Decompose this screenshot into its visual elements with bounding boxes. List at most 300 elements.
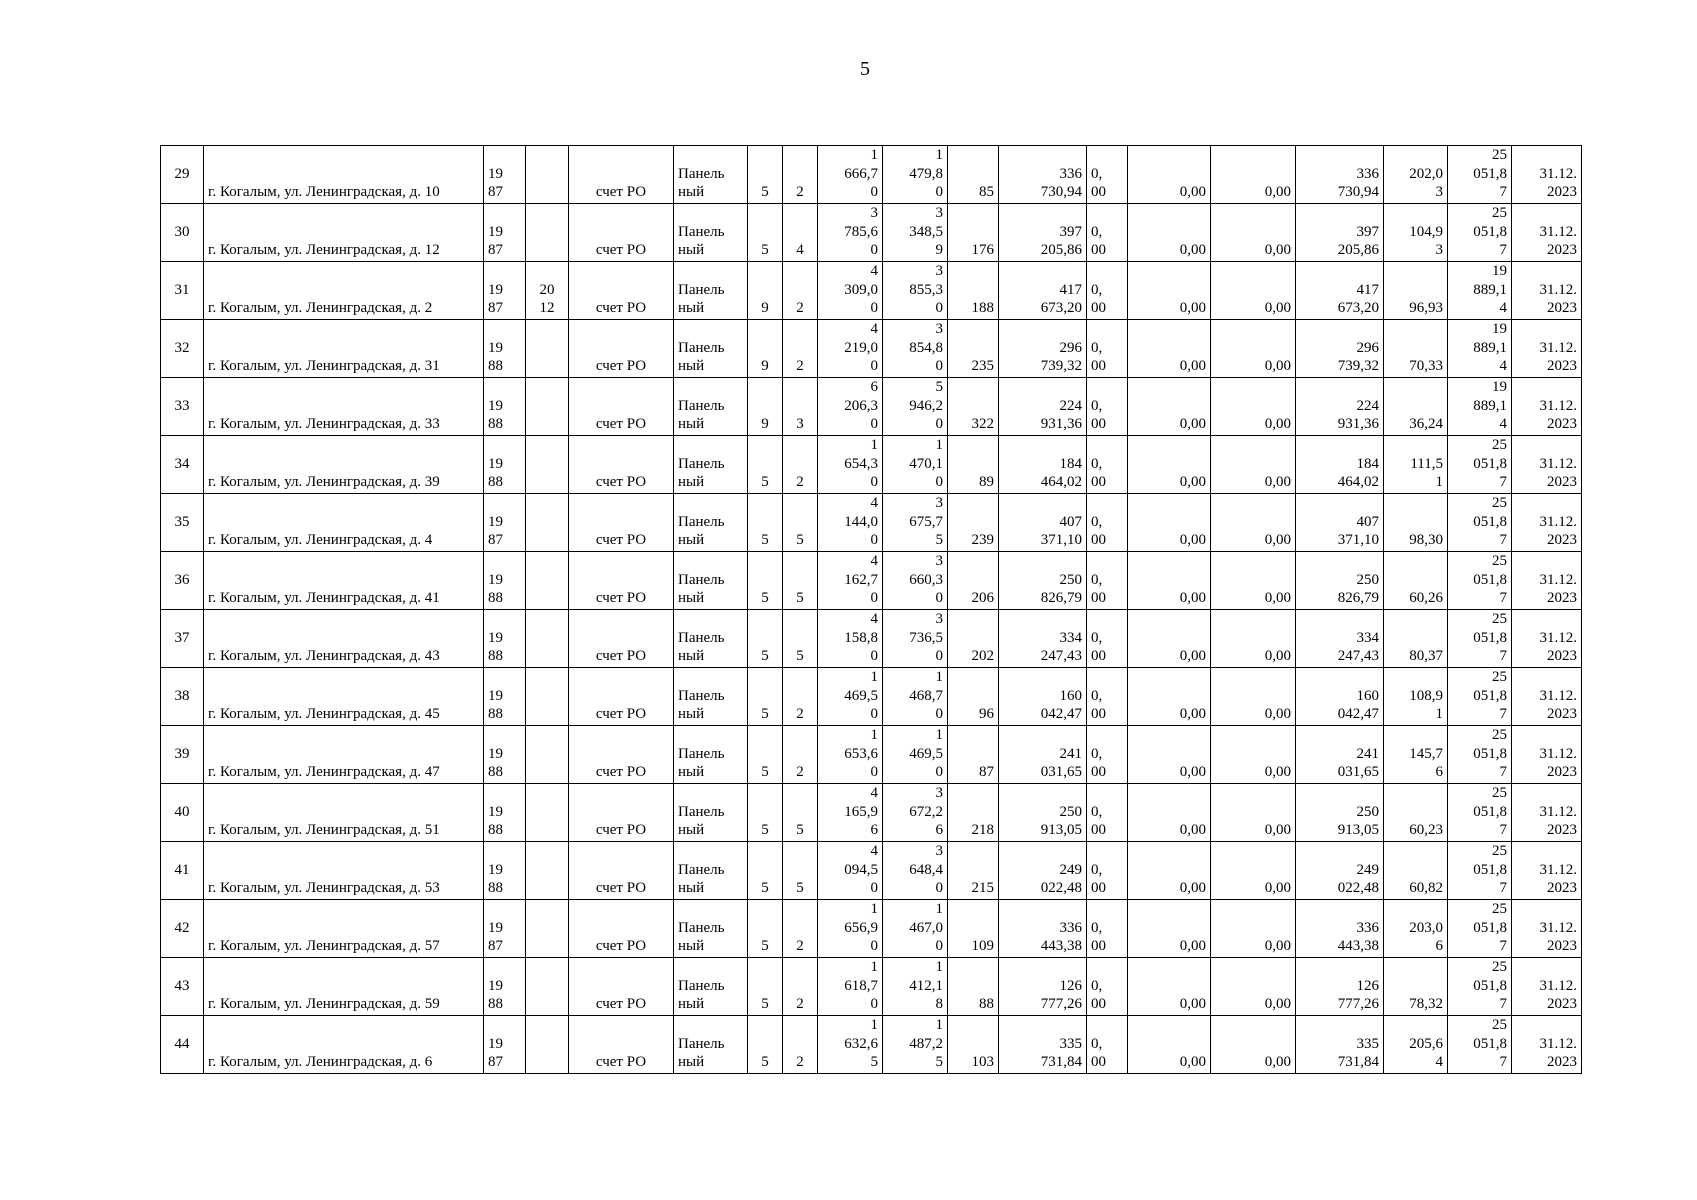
cost-budget-local-cell: 0,00	[1211, 320, 1296, 378]
year-built-cell: 19 88	[484, 436, 526, 494]
year-commissioned-cell	[526, 668, 569, 726]
total-area-cell: 4 144,0 0	[818, 494, 883, 552]
deadline-cell: 31.12. 2023	[1512, 204, 1582, 262]
cost-budget-regional-cell: 0,00	[1128, 842, 1211, 900]
cost-limit-cell: 25 051,8 7	[1448, 668, 1512, 726]
address-cell: г. Когалым, ул. Ленинградская, д. 33	[204, 378, 484, 436]
row-number-cell: 41	[161, 842, 204, 900]
living-area-cell: 3 648,4 0	[883, 842, 948, 900]
deadline-cell: 31.12. 2023	[1512, 1016, 1582, 1074]
cost-budget-regional-cell: 0,00	[1128, 494, 1211, 552]
total-area-cell: 6 206,3 0	[818, 378, 883, 436]
specific-cost-cell: 60,82	[1384, 842, 1448, 900]
row-number-cell: 38	[161, 668, 204, 726]
cost-limit-cell: 19 889,1 4	[1448, 378, 1512, 436]
cost-budget-regional-cell: 0,00	[1128, 900, 1211, 958]
specific-cost-cell: 80,37	[1384, 610, 1448, 668]
cost-limit-cell: 25 051,8 7	[1448, 436, 1512, 494]
floors-cell: 5	[748, 610, 783, 668]
cost-owners-cell: 224 931,36	[1296, 378, 1384, 436]
residents-cell: 206	[948, 552, 999, 610]
year-commissioned-cell	[526, 900, 569, 958]
specific-cost-cell: 108,9 1	[1384, 668, 1448, 726]
residents-cell: 235	[948, 320, 999, 378]
cost-owners-cell: 126 777,26	[1296, 958, 1384, 1016]
wall-material-cell: Панель ный	[674, 320, 748, 378]
deadline-cell: 31.12. 2023	[1512, 900, 1582, 958]
entrances-cell: 5	[783, 610, 818, 668]
deadline-cell: 31.12. 2023	[1512, 842, 1582, 900]
wall-material-cell: Панель ный	[674, 262, 748, 320]
table-row	[161, 204, 1582, 262]
wall-material-cell: Панель ный	[674, 784, 748, 842]
table-row	[161, 1016, 1582, 1074]
residents-cell: 87	[948, 726, 999, 784]
cost-limit-cell: 25 051,8 7	[1448, 552, 1512, 610]
total-area-cell: 1 654,3 0	[818, 436, 883, 494]
deadline-cell: 31.12. 2023	[1512, 668, 1582, 726]
table-row	[161, 262, 1582, 320]
living-area-cell: 1 479,8 0	[883, 146, 948, 204]
row-number-cell: 33	[161, 378, 204, 436]
cost-owners-cell: 397 205,86	[1296, 204, 1384, 262]
total-cost-cell: 397 205,86	[999, 204, 1087, 262]
year-commissioned-cell	[526, 146, 569, 204]
row-number-cell: 29	[161, 146, 204, 204]
entrances-cell: 2	[783, 436, 818, 494]
cost-budget-local-cell: 0,00	[1211, 436, 1296, 494]
total-cost-cell: 184 464,02	[999, 436, 1087, 494]
cost-limit-cell: 25 051,8 7	[1448, 726, 1512, 784]
floors-cell: 5	[748, 668, 783, 726]
table-row	[161, 436, 1582, 494]
cost-fund-cell: 0, 00	[1087, 204, 1128, 262]
total-area-cell: 1 656,9 0	[818, 900, 883, 958]
entrances-cell: 2	[783, 1016, 818, 1074]
total-cost-cell: 250 826,79	[999, 552, 1087, 610]
entrances-cell: 4	[783, 204, 818, 262]
address-cell: г. Когалым, ул. Ленинградская, д. 57	[204, 900, 484, 958]
floors-cell: 9	[748, 320, 783, 378]
specific-cost-cell: 78,32	[1384, 958, 1448, 1016]
total-area-cell: 1 653,6 0	[818, 726, 883, 784]
cost-limit-cell: 19 889,1 4	[1448, 262, 1512, 320]
total-area-cell: 1 618,7 0	[818, 958, 883, 1016]
cost-budget-regional-cell: 0,00	[1128, 610, 1211, 668]
residents-cell: 239	[948, 494, 999, 552]
cost-limit-cell: 25 051,8 7	[1448, 494, 1512, 552]
cost-budget-regional-cell: 0,00	[1128, 668, 1211, 726]
cost-fund-cell: 0, 00	[1087, 320, 1128, 378]
address-cell: г. Когалым, ул. Ленинградская, д. 2	[204, 262, 484, 320]
living-area-cell: 1 487,2 5	[883, 1016, 948, 1074]
address-cell: г. Когалым, ул. Ленинградская, д. 12	[204, 204, 484, 262]
specific-cost-cell: 145,7 6	[1384, 726, 1448, 784]
entrances-cell: 2	[783, 262, 818, 320]
table-row	[161, 320, 1582, 378]
floors-cell: 5	[748, 552, 783, 610]
specific-cost-cell: 60,26	[1384, 552, 1448, 610]
deadline-cell: 31.12. 2023	[1512, 552, 1582, 610]
specific-cost-cell: 70,33	[1384, 320, 1448, 378]
total-cost-cell: 334 247,43	[999, 610, 1087, 668]
cost-budget-regional-cell: 0,00	[1128, 958, 1211, 1016]
page-number: 5	[860, 58, 870, 80]
funding-source-cell: счет РО	[569, 610, 674, 668]
specific-cost-cell: 36,24	[1384, 378, 1448, 436]
cost-limit-cell: 19 889,1 4	[1448, 320, 1512, 378]
year-commissioned-cell	[526, 726, 569, 784]
residents-cell: 88	[948, 958, 999, 1016]
cost-fund-cell: 0, 00	[1087, 610, 1128, 668]
funding-source-cell: счет РО	[569, 842, 674, 900]
address-cell: г. Когалым, ул. Ленинградская, д. 59	[204, 958, 484, 1016]
entrances-cell: 2	[783, 146, 818, 204]
year-built-cell: 19 88	[484, 726, 526, 784]
specific-cost-cell: 104,9 3	[1384, 204, 1448, 262]
residents-cell: 188	[948, 262, 999, 320]
row-number-cell: 39	[161, 726, 204, 784]
total-area-cell: 4 219,0 0	[818, 320, 883, 378]
entrances-cell: 2	[783, 958, 818, 1016]
cost-limit-cell: 25 051,8 7	[1448, 958, 1512, 1016]
address-cell: г. Когалым, ул. Ленинградская, д. 39	[204, 436, 484, 494]
total-cost-cell: 296 739,32	[999, 320, 1087, 378]
wall-material-cell: Панель ный	[674, 146, 748, 204]
address-cell: г. Когалым, ул. Ленинградская, д. 4	[204, 494, 484, 552]
cost-budget-local-cell: 0,00	[1211, 668, 1296, 726]
total-area-cell: 1 469,5 0	[818, 668, 883, 726]
total-cost-cell: 336 730,94	[999, 146, 1087, 204]
cost-fund-cell: 0, 00	[1087, 552, 1128, 610]
living-area-cell: 3 675,7 5	[883, 494, 948, 552]
total-area-cell: 3 785,6 0	[818, 204, 883, 262]
row-number-cell: 34	[161, 436, 204, 494]
floors-cell: 5	[748, 784, 783, 842]
address-cell: г. Когалым, ул. Ленинградская, д. 51	[204, 784, 484, 842]
entrances-cell: 2	[783, 320, 818, 378]
year-built-cell: 19 87	[484, 204, 526, 262]
cost-limit-cell: 25 051,8 7	[1448, 204, 1512, 262]
cost-budget-regional-cell: 0,00	[1128, 378, 1211, 436]
row-number-cell: 31	[161, 262, 204, 320]
table-row	[161, 726, 1582, 784]
cost-fund-cell: 0, 00	[1087, 1016, 1128, 1074]
cost-budget-regional-cell: 0,00	[1128, 146, 1211, 204]
wall-material-cell: Панель ный	[674, 204, 748, 262]
cost-limit-cell: 25 051,8 7	[1448, 610, 1512, 668]
row-number-cell: 40	[161, 784, 204, 842]
total-cost-cell: 250 913,05	[999, 784, 1087, 842]
year-built-cell: 19 87	[484, 262, 526, 320]
living-area-cell: 1 467,0 0	[883, 900, 948, 958]
total-cost-cell: 224 931,36	[999, 378, 1087, 436]
cost-budget-regional-cell: 0,00	[1128, 552, 1211, 610]
row-number-cell: 36	[161, 552, 204, 610]
table-row	[161, 900, 1582, 958]
address-cell: г. Когалым, ул. Ленинградская, д. 43	[204, 610, 484, 668]
floors-cell: 9	[748, 378, 783, 436]
cost-owners-cell: 336 730,94	[1296, 146, 1384, 204]
cost-budget-regional-cell: 0,00	[1128, 1016, 1211, 1074]
year-commissioned-cell	[526, 494, 569, 552]
table-row	[161, 494, 1582, 552]
living-area-cell: 1 468,7 0	[883, 668, 948, 726]
specific-cost-cell: 60,23	[1384, 784, 1448, 842]
year-commissioned-cell	[526, 436, 569, 494]
cost-fund-cell: 0, 00	[1087, 146, 1128, 204]
row-number-cell: 32	[161, 320, 204, 378]
cost-budget-local-cell: 0,00	[1211, 204, 1296, 262]
specific-cost-cell: 205,6 4	[1384, 1016, 1448, 1074]
living-area-cell: 3 672,2 6	[883, 784, 948, 842]
year-commissioned-cell: 20 12	[526, 262, 569, 320]
total-cost-cell: 407 371,10	[999, 494, 1087, 552]
entrances-cell: 5	[783, 494, 818, 552]
cost-owners-cell: 417 673,20	[1296, 262, 1384, 320]
total-cost-cell: 241 031,65	[999, 726, 1087, 784]
residents-cell: 109	[948, 900, 999, 958]
living-area-cell: 3 736,5 0	[883, 610, 948, 668]
cost-fund-cell: 0, 00	[1087, 378, 1128, 436]
specific-cost-cell: 202,0 3	[1384, 146, 1448, 204]
living-area-cell: 3 348,5 9	[883, 204, 948, 262]
year-built-cell: 19 87	[484, 1016, 526, 1074]
funding-source-cell: счет РО	[569, 436, 674, 494]
floors-cell: 5	[748, 958, 783, 1016]
cost-budget-regional-cell: 0,00	[1128, 320, 1211, 378]
cost-limit-cell: 25 051,8 7	[1448, 842, 1512, 900]
cost-limit-cell: 25 051,8 7	[1448, 784, 1512, 842]
table-row	[161, 784, 1582, 842]
year-built-cell: 19 87	[484, 494, 526, 552]
cost-owners-cell: 250 913,05	[1296, 784, 1384, 842]
year-commissioned-cell	[526, 784, 569, 842]
cost-owners-cell: 160 042,47	[1296, 668, 1384, 726]
deadline-cell: 31.12. 2023	[1512, 610, 1582, 668]
cost-budget-local-cell: 0,00	[1211, 146, 1296, 204]
cost-owners-cell: 334 247,43	[1296, 610, 1384, 668]
living-area-cell: 1 469,5 0	[883, 726, 948, 784]
row-number-cell: 44	[161, 1016, 204, 1074]
table-row	[161, 610, 1582, 668]
year-commissioned-cell	[526, 552, 569, 610]
residents-cell: 85	[948, 146, 999, 204]
year-built-cell: 19 88	[484, 958, 526, 1016]
deadline-cell: 31.12. 2023	[1512, 436, 1582, 494]
cost-budget-local-cell: 0,00	[1211, 378, 1296, 436]
entrances-cell: 5	[783, 842, 818, 900]
table-row	[161, 552, 1582, 610]
year-commissioned-cell	[526, 958, 569, 1016]
total-cost-cell: 249 022,48	[999, 842, 1087, 900]
cost-fund-cell: 0, 00	[1087, 726, 1128, 784]
floors-cell: 5	[748, 900, 783, 958]
wall-material-cell: Панель ный	[674, 610, 748, 668]
funding-source-cell: счет РО	[569, 1016, 674, 1074]
year-built-cell: 19 88	[484, 610, 526, 668]
year-commissioned-cell	[526, 610, 569, 668]
residents-cell: 202	[948, 610, 999, 668]
funding-source-cell: счет РО	[569, 900, 674, 958]
address-cell: г. Когалым, ул. Ленинградская, д. 6	[204, 1016, 484, 1074]
funding-source-cell: счет РО	[569, 146, 674, 204]
address-cell: г. Когалым, ул. Ленинградская, д. 10	[204, 146, 484, 204]
living-area-cell: 5 946,2 0	[883, 378, 948, 436]
cost-fund-cell: 0, 00	[1087, 668, 1128, 726]
entrances-cell: 2	[783, 726, 818, 784]
year-built-cell: 19 87	[484, 146, 526, 204]
cost-owners-cell: 250 826,79	[1296, 552, 1384, 610]
living-area-cell: 1 470,1 0	[883, 436, 948, 494]
wall-material-cell: Панель ный	[674, 378, 748, 436]
residents-cell: 89	[948, 436, 999, 494]
specific-cost-cell: 96,93	[1384, 262, 1448, 320]
cost-owners-cell: 407 371,10	[1296, 494, 1384, 552]
row-number-cell: 42	[161, 900, 204, 958]
year-built-cell: 19 88	[484, 784, 526, 842]
cost-owners-cell: 335 731,84	[1296, 1016, 1384, 1074]
floors-cell: 9	[748, 262, 783, 320]
deadline-cell: 31.12. 2023	[1512, 726, 1582, 784]
funding-source-cell: счет РО	[569, 378, 674, 436]
total-area-cell: 4 094,5 0	[818, 842, 883, 900]
deadline-cell: 31.12. 2023	[1512, 146, 1582, 204]
total-area-cell: 1 632,6 5	[818, 1016, 883, 1074]
floors-cell: 5	[748, 204, 783, 262]
cost-owners-cell: 249 022,48	[1296, 842, 1384, 900]
cost-fund-cell: 0, 00	[1087, 900, 1128, 958]
floors-cell: 5	[748, 494, 783, 552]
cost-owners-cell: 296 739,32	[1296, 320, 1384, 378]
living-area-cell: 3 660,3 0	[883, 552, 948, 610]
funding-source-cell: счет РО	[569, 668, 674, 726]
funding-source-cell: счет РО	[569, 958, 674, 1016]
total-area-cell: 4 158,8 0	[818, 610, 883, 668]
total-cost-cell: 335 731,84	[999, 1016, 1087, 1074]
wall-material-cell: Панель ный	[674, 494, 748, 552]
funding-source-cell: счет РО	[569, 204, 674, 262]
specific-cost-cell: 111,5 1	[1384, 436, 1448, 494]
year-commissioned-cell	[526, 320, 569, 378]
cost-budget-regional-cell: 0,00	[1128, 204, 1211, 262]
deadline-cell: 31.12. 2023	[1512, 784, 1582, 842]
cost-budget-regional-cell: 0,00	[1128, 262, 1211, 320]
total-area-cell: 1 666,7 0	[818, 146, 883, 204]
cost-fund-cell: 0, 00	[1087, 784, 1128, 842]
living-area-cell: 1 412,1 8	[883, 958, 948, 1016]
year-built-cell: 19 88	[484, 378, 526, 436]
cost-owners-cell: 336 443,38	[1296, 900, 1384, 958]
address-cell: г. Когалым, ул. Ленинградская, д. 53	[204, 842, 484, 900]
entrances-cell: 5	[783, 784, 818, 842]
year-commissioned-cell	[526, 1016, 569, 1074]
cost-budget-local-cell: 0,00	[1211, 262, 1296, 320]
deadline-cell: 31.12. 2023	[1512, 958, 1582, 1016]
wall-material-cell: Панель ный	[674, 552, 748, 610]
cost-budget-regional-cell: 0,00	[1128, 726, 1211, 784]
total-cost-cell: 126 777,26	[999, 958, 1087, 1016]
entrances-cell: 3	[783, 378, 818, 436]
residents-cell: 215	[948, 842, 999, 900]
cost-budget-local-cell: 0,00	[1211, 1016, 1296, 1074]
table-row	[161, 668, 1582, 726]
residents-cell: 103	[948, 1016, 999, 1074]
wall-material-cell: Панель ный	[674, 726, 748, 784]
address-cell: г. Когалым, ул. Ленинградская, д. 31	[204, 320, 484, 378]
floors-cell: 5	[748, 146, 783, 204]
cost-fund-cell: 0, 00	[1087, 842, 1128, 900]
cost-fund-cell: 0, 00	[1087, 436, 1128, 494]
cost-fund-cell: 0, 00	[1087, 262, 1128, 320]
funding-source-cell: счет РО	[569, 494, 674, 552]
total-cost-cell: 336 443,38	[999, 900, 1087, 958]
address-cell: г. Когалым, ул. Ленинградская, д. 41	[204, 552, 484, 610]
total-area-cell: 4 165,9 6	[818, 784, 883, 842]
floors-cell: 5	[748, 1016, 783, 1074]
total-area-cell: 4 162,7 0	[818, 552, 883, 610]
floors-cell: 5	[748, 436, 783, 494]
cost-limit-cell: 25 051,8 7	[1448, 1016, 1512, 1074]
wall-material-cell: Панель ный	[674, 900, 748, 958]
cost-budget-regional-cell: 0,00	[1128, 436, 1211, 494]
cost-budget-local-cell: 0,00	[1211, 726, 1296, 784]
wall-material-cell: Панель ный	[674, 842, 748, 900]
deadline-cell: 31.12. 2023	[1512, 494, 1582, 552]
address-cell: г. Когалым, ул. Ленинградская, д. 45	[204, 668, 484, 726]
row-number-cell: 43	[161, 958, 204, 1016]
table-row	[161, 958, 1582, 1016]
cost-owners-cell: 184 464,02	[1296, 436, 1384, 494]
wall-material-cell: Панель ный	[674, 668, 748, 726]
year-commissioned-cell	[526, 204, 569, 262]
year-built-cell: 19 88	[484, 552, 526, 610]
table-row	[161, 146, 1582, 204]
specific-cost-cell: 203,0 6	[1384, 900, 1448, 958]
cost-limit-cell: 25 051,8 7	[1448, 900, 1512, 958]
floors-cell: 5	[748, 842, 783, 900]
residents-cell: 218	[948, 784, 999, 842]
cost-budget-regional-cell: 0,00	[1128, 784, 1211, 842]
entrances-cell: 5	[783, 552, 818, 610]
row-number-cell: 37	[161, 610, 204, 668]
row-number-cell: 30	[161, 204, 204, 262]
year-built-cell: 19 88	[484, 320, 526, 378]
total-area-cell: 4 309,0 0	[818, 262, 883, 320]
wall-material-cell: Панель ный	[674, 436, 748, 494]
row-number-cell: 35	[161, 494, 204, 552]
funding-source-cell: счет РО	[569, 784, 674, 842]
cost-budget-local-cell: 0,00	[1211, 610, 1296, 668]
table-row	[161, 842, 1582, 900]
living-area-cell: 3 855,3 0	[883, 262, 948, 320]
wall-material-cell: Панель ный	[674, 958, 748, 1016]
year-built-cell: 19 87	[484, 900, 526, 958]
entrances-cell: 2	[783, 668, 818, 726]
cost-budget-local-cell: 0,00	[1211, 784, 1296, 842]
cost-budget-local-cell: 0,00	[1211, 494, 1296, 552]
cost-budget-local-cell: 0,00	[1211, 552, 1296, 610]
residents-cell: 96	[948, 668, 999, 726]
table-row	[161, 378, 1582, 436]
cost-budget-local-cell: 0,00	[1211, 842, 1296, 900]
deadline-cell: 31.12. 2023	[1512, 262, 1582, 320]
floors-cell: 5	[748, 726, 783, 784]
year-commissioned-cell	[526, 378, 569, 436]
funding-source-cell: счет РО	[569, 262, 674, 320]
cost-fund-cell: 0, 00	[1087, 494, 1128, 552]
cost-fund-cell: 0, 00	[1087, 958, 1128, 1016]
